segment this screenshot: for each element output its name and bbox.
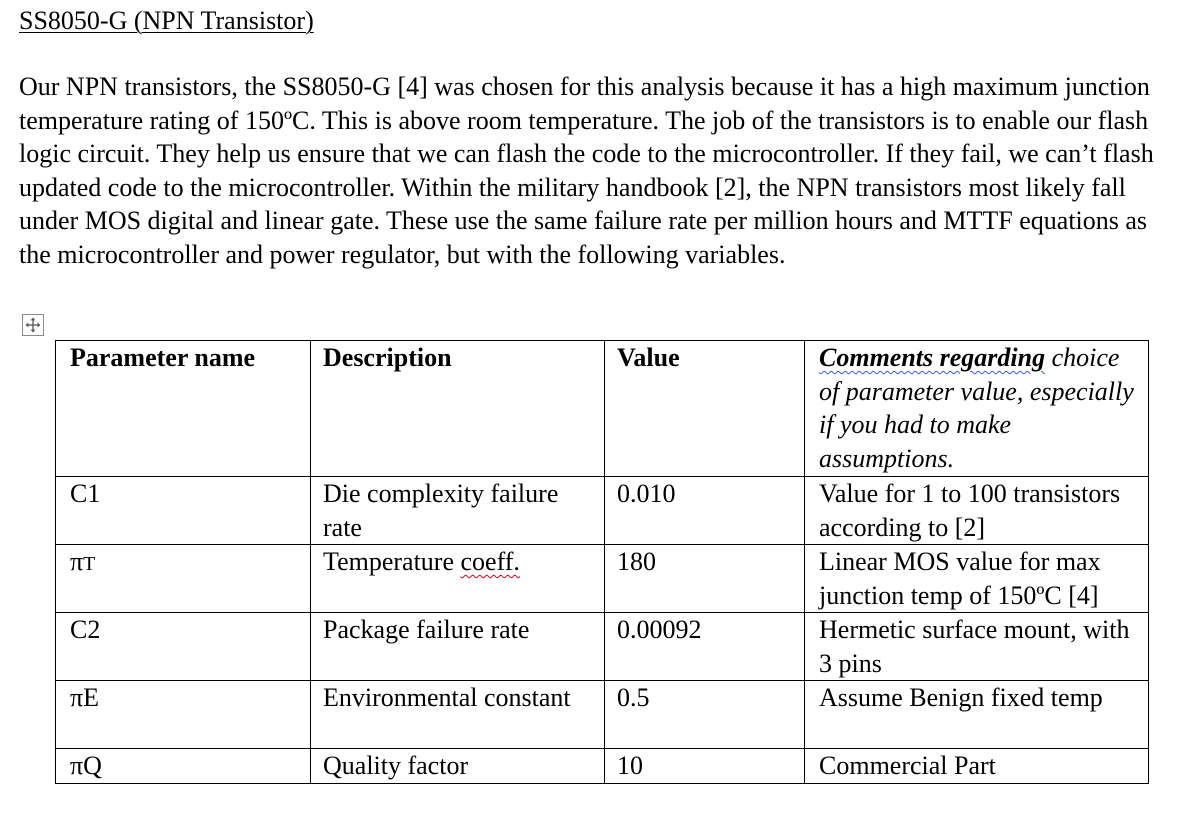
spellcheck-flagged-word[interactable]: coeff. bbox=[460, 547, 520, 576]
table-row bbox=[56, 613, 1149, 681]
desc-cell: Quality factor bbox=[311, 749, 605, 784]
body-paragraph: Our NPN transistors, the SS8050-G [4] was chosen for this analysis because it has a high maximum junction temperature rating of 150ºC. This is above room temperature. The job of the transistors is to enable our flash logic circuit. They help us ensure that we can flash the code to the microcontroller. If they fail, we can’t flash updated code to the microcontroller. Within the military handbook [2], the NPN transistors most likely fall under MOS digital and linear gate. These use the same failure rate per million hours and MTTF equations as the microcontroller and power regulator, but with the following variables. bbox=[19, 72, 1154, 269]
comment-cell: Linear MOS value for max junction temp of 150ºC [4] bbox=[805, 545, 1149, 613]
table-move-handle[interactable] bbox=[22, 314, 44, 336]
param-cell: πQ bbox=[56, 749, 311, 784]
header-parameter-name: Parameter name bbox=[56, 341, 311, 477]
table-row bbox=[56, 681, 1149, 749]
value-cell: 0.00092 bbox=[605, 613, 805, 681]
comment-cell: Hermetic surface mount, with 3 pins bbox=[805, 613, 1149, 681]
comment-cell: Assume Benign fixed temp bbox=[805, 681, 1149, 749]
value-cell: 180 bbox=[605, 545, 805, 613]
comment-cell: Commercial Part bbox=[805, 749, 1149, 784]
desc-cell: Environmental constant bbox=[311, 681, 605, 749]
desc-cell: Die complexity failure rate bbox=[311, 477, 605, 545]
value-cell: 0.010 bbox=[605, 477, 805, 545]
param-cell: C1 bbox=[56, 477, 311, 545]
desc-cell: Package failure rate bbox=[311, 613, 605, 681]
header-value: Value bbox=[605, 341, 805, 477]
move-icon bbox=[25, 317, 41, 333]
table-row bbox=[56, 749, 1149, 784]
param-cell: πE bbox=[56, 681, 311, 749]
header-description: Description bbox=[311, 341, 605, 477]
desc-cell bbox=[311, 545, 605, 613]
parameter-table bbox=[55, 340, 1149, 784]
value-cell: 10 bbox=[605, 749, 805, 784]
param-subscript: T bbox=[83, 553, 96, 575]
param-cell: C2 bbox=[56, 613, 311, 681]
table-row bbox=[56, 477, 1149, 545]
desc-text: Temperature bbox=[323, 547, 461, 576]
table-header-row bbox=[56, 341, 1149, 477]
comment-cell: Value for 1 to 100 transistors according to [2] bbox=[805, 477, 1149, 545]
section-heading: SS8050-G (NPN Transistor) bbox=[19, 6, 314, 35]
value-cell: 0.5 bbox=[605, 681, 805, 749]
param-cell bbox=[56, 545, 311, 613]
header-comments-bold: Comments regarding bbox=[819, 343, 1046, 372]
table-row bbox=[56, 545, 1149, 613]
header-comments-rest: choice of parameter value, especially if you had to make assumptions. bbox=[819, 343, 1134, 473]
header-comments bbox=[805, 341, 1149, 477]
pi-symbol: π bbox=[70, 547, 84, 576]
